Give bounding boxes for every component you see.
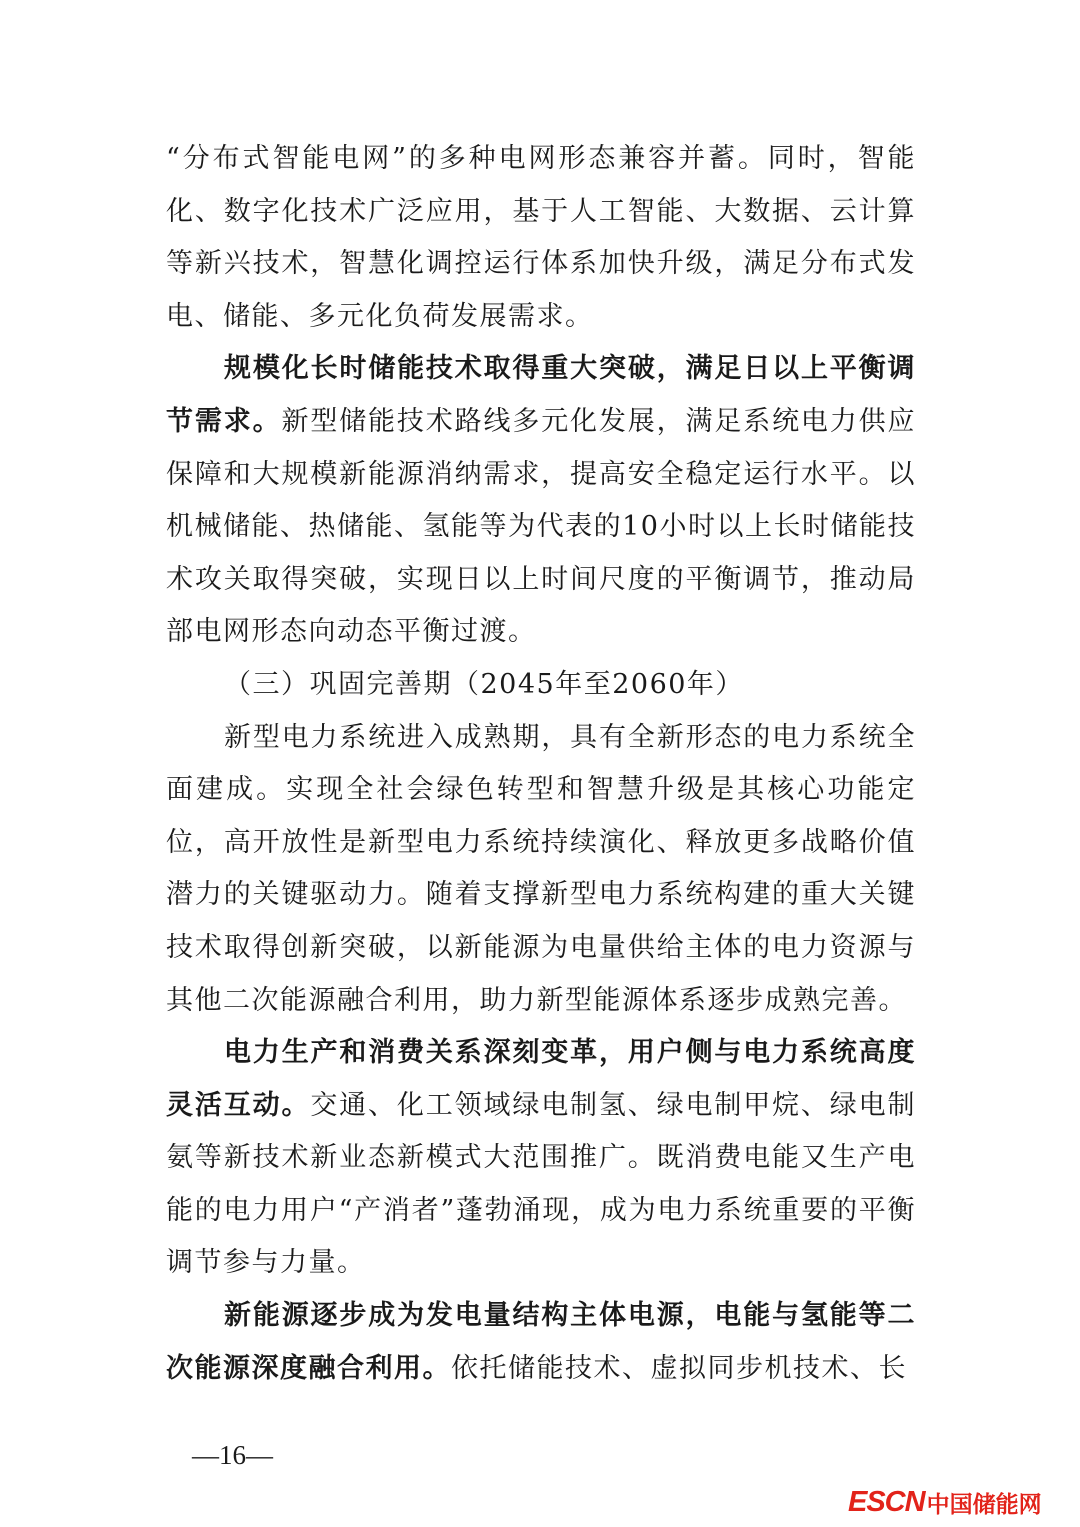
- section-heading: [166, 659, 916, 712]
- watermark-latin: ESCN: [848, 1486, 925, 1518]
- watermark-chinese: 中国储能网: [926, 1492, 1042, 1518]
- paragraph-text: 依托储能技术、虚拟同步机技术、长: [451, 1352, 907, 1384]
- document-body: [166, 133, 916, 1395]
- paragraph: [166, 1027, 916, 1290]
- escn-watermark-logo: [848, 1486, 1042, 1519]
- paragraph: [166, 712, 916, 1028]
- paragraph-bold-lead: 新能源逐步成为发电量结构主体电源，电能与氢能等二次能源深度融合利用。: [166, 1300, 916, 1384]
- paragraph-text: （三）巩固完善期（2045年至2060年）: [224, 668, 744, 700]
- paragraph-text: 交通、化工领域绿电制氢、绿电制甲烷、绿电制氨等新技术新业态新模式大范围推广。既消费电能又生产电能的电力用户“产消者”蓬勃涌现，成为电力系统重要的平衡调节参与力量。: [166, 1089, 917, 1279]
- paragraph: [166, 1290, 916, 1395]
- paragraph-text: 新型电力系统进入成熟期，具有全新形态的电力系统全面建成。实现全社会绿色转型和智慧升级是其核心功能定位，高开放性是新型电力系统持续演化、释放更多战略价值潜力的关键驱动力。随着支撑新型电力系统构建的重大关键技术取得创新突破，以新能源为电量供给主体的电力资源与其他二次能源融合利用，助力新型能源体系逐步成熟完善。: [166, 721, 916, 1016]
- paragraph: [166, 133, 916, 343]
- paragraph: [166, 343, 916, 659]
- paragraph-text: 新型储能技术路线多元化发展，满足系统电力供应保障和大规模新能源消纳需求，提高安全稳定运行水平。以机械储能、热储能、氢能等为代表的10小时以上长时储能技术攻关取得突破，实现日以上时间尺度的平衡调节，推动局部电网形态向动态平衡过渡。: [166, 405, 917, 648]
- paragraph-text: “分布式智能电网”的多种电网形态兼容并蓄。同时，智能化、数字化技术广泛应用，基于人工智能、大数据、云计算等新兴技术，智慧化调控运行体系加快升级，满足分布式发电、储能、多元化负荷发展需求。: [166, 143, 916, 332]
- paragraph-bold-lead: 规模化长时储能技术取得重大突破，满足日以上平衡调节需求。: [166, 353, 916, 437]
- page-number: —16—: [192, 1440, 273, 1470]
- paragraph-bold-lead: 电力生产和消费关系深刻变革，用户侧与电力系统高度灵活互动。: [166, 1037, 916, 1121]
